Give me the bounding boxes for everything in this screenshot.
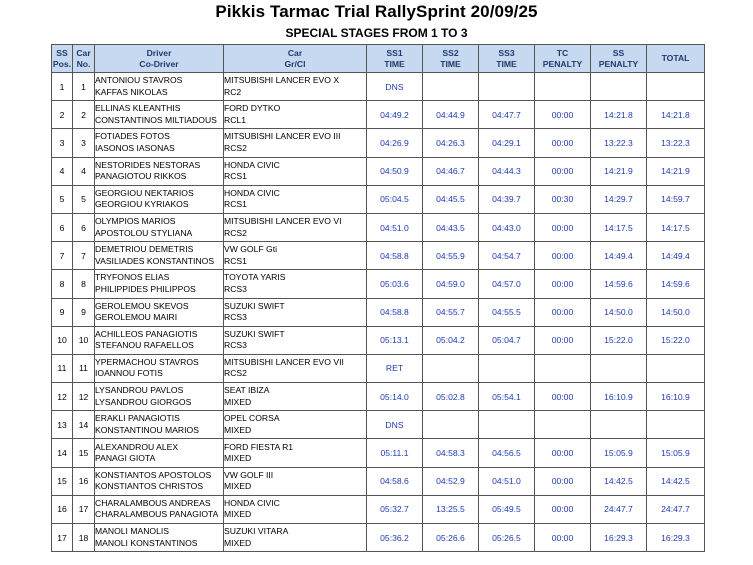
ss3-time: 05:26.5 [479,524,535,552]
car-model: TOYOTA YARIS [224,272,286,283]
tc-penalty: 00:00 [535,129,591,157]
ss1-time: 04:26.9 [367,129,423,157]
co-driver-name: STEFANOU RAFAELLOS [95,340,194,351]
ss-position: 1 [52,73,73,101]
car-cell [224,242,367,270]
total-time [647,354,705,382]
car-cell [224,157,367,185]
co-driver-name: VASILIADES KONSTANTINOS [95,255,215,266]
total-time: 14:59.6 [647,270,705,298]
car-model: MITSUBISHI LANCER EVO X [224,75,340,86]
crew-cell [95,157,224,185]
header-driver: Driver Co-Driver [95,45,224,73]
car-number: 15 [73,439,95,467]
ss3-time: 04:54.7 [479,242,535,270]
crew-cell [95,524,224,552]
co-driver-name: PANAGIOTOU RIKKOS [95,171,187,182]
car-class: RC2 [224,86,242,97]
co-driver-name: CONSTANTINOS MILTIADOUS [95,114,217,125]
car-class: MIXED [224,509,252,520]
ss1-time: 04:49.2 [367,101,423,129]
car-class: MIXED [224,453,252,464]
header-ss2: SS2 TIME [423,45,479,73]
car-model: MITSUBISHI LANCER EVO VI [224,216,342,227]
ss-position: 10 [52,326,73,354]
tc-penalty: 00:00 [535,467,591,495]
ss2-time: 13:25.5 [423,495,479,523]
car-class: RCS3 [224,340,247,351]
car-number: 7 [73,242,95,270]
car-cell [224,411,367,439]
total-time: 24:47.7 [647,495,705,523]
car-class: RCS3 [224,283,247,294]
ss3-time [479,73,535,101]
ss1-time: 05:04.5 [367,185,423,213]
car-number: 3 [73,129,95,157]
driver-name: TRYFONOS ELIAS [95,272,170,283]
tc-penalty: 00:00 [535,157,591,185]
co-driver-name: MANOLI KONSTANTINOS [95,537,198,548]
car-number: 8 [73,270,95,298]
total-time: 14:42.5 [647,467,705,495]
driver-name: FOTIADES FOTOS [95,131,170,142]
crew-cell [95,270,224,298]
car-cell [224,129,367,157]
car-number: 2 [73,101,95,129]
driver-name: NESTORIDES NESTORAS [95,159,201,170]
tc-penalty [535,411,591,439]
table-row [52,73,705,101]
ss3-time: 04:56.5 [479,439,535,467]
car-model: MITSUBISHI LANCER EVO III [224,131,341,142]
ss2-time: 05:02.8 [423,383,479,411]
car-number: 10 [73,326,95,354]
ss2-time: 04:26.3 [423,129,479,157]
page-subtitle: SPECIAL STAGES FROM 1 TO 3 [285,26,468,40]
ss-penalty: 13:22.3 [591,129,647,157]
ss3-time [479,354,535,382]
ss2-time: 04:43.5 [423,213,479,241]
ss1-time: 05:14.0 [367,383,423,411]
table-row [52,242,705,270]
ss-position: 3 [52,129,73,157]
ss2-time [423,73,479,101]
ss2-time: 04:44.9 [423,101,479,129]
driver-name: GEORGIOU NEKTARIOS [95,187,194,198]
ss-position: 5 [52,185,73,213]
car-class: RCS3 [224,312,247,323]
co-driver-name: GEROLEMOU MAIRI [95,312,178,323]
total-time: 14:49.4 [647,242,705,270]
car-class: RCL1 [224,114,246,125]
tc-penalty: 00:00 [535,495,591,523]
driver-name: ANTONIOU STAVROS [95,75,183,86]
car-model: OPEL CORSA [224,413,280,424]
total-time: 16:10.9 [647,383,705,411]
ss-position: 17 [52,524,73,552]
car-number: 6 [73,213,95,241]
co-driver-name: CHARALAMBOUS PANAGIOTA [95,509,219,520]
car-cell [224,73,367,101]
ss1-time: DNS [367,73,423,101]
ss-position: 15 [52,467,73,495]
ss1-time: 04:58.6 [367,467,423,495]
crew-cell [95,495,224,523]
tc-penalty: 00:00 [535,298,591,326]
ss-position: 6 [52,213,73,241]
ss2-time: 04:45.5 [423,185,479,213]
ss-position: 9 [52,298,73,326]
ss2-time: 04:58.3 [423,439,479,467]
ss3-time: 05:54.1 [479,383,535,411]
ss3-time: 04:51.0 [479,467,535,495]
ss1-time: DNS [367,411,423,439]
ss2-time: 04:55.9 [423,242,479,270]
car-class: MIXED [224,424,252,435]
car-class: RCS2 [224,227,247,238]
driver-name: MANOLI MANOLIS [95,526,170,537]
car-cell [224,326,367,354]
ss3-time: 04:57.0 [479,270,535,298]
ss-penalty: 14:17.5 [591,213,647,241]
ss3-time: 04:47.7 [479,101,535,129]
results-table [51,44,705,552]
car-class: RCS1 [224,199,247,210]
car-number: 5 [73,185,95,213]
tc-penalty: 00:00 [535,270,591,298]
table-row [52,495,705,523]
header-tc-penalty: TC PENALTY [535,45,591,73]
total-time: 15:22.0 [647,326,705,354]
ss1-time: 05:11.1 [367,439,423,467]
total-time: 14:59.7 [647,185,705,213]
crew-cell [95,101,224,129]
ss-penalty: 15:05.9 [591,439,647,467]
crew-cell [95,383,224,411]
crew-cell [95,129,224,157]
car-model: HONDA CIVIC [224,159,280,170]
table-row [52,298,705,326]
car-cell [224,354,367,382]
car-number: 9 [73,298,95,326]
car-cell [224,383,367,411]
driver-name: GEROLEMOU SKEVOS [95,300,189,311]
ss-penalty: 14:50.0 [591,298,647,326]
ss-penalty: 24:47.7 [591,495,647,523]
ss2-time: 04:59.0 [423,270,479,298]
car-cell [224,101,367,129]
tc-penalty: 00:00 [535,524,591,552]
ss-penalty: 14:21.9 [591,157,647,185]
tc-penalty: 00:00 [535,326,591,354]
ss3-time: 04:44.3 [479,157,535,185]
co-driver-name: IASONOS IASONAS [95,142,175,153]
table-row [52,101,705,129]
ss3-time: 05:04.7 [479,326,535,354]
car-model: VW GOLF III [224,469,274,480]
table-row [52,185,705,213]
ss3-time: 04:39.7 [479,185,535,213]
car-model: SUZUKI VITARA [224,526,289,537]
ss-position: 8 [52,270,73,298]
total-time: 15:05.9 [647,439,705,467]
ss-penalty: 14:21.8 [591,101,647,129]
ss-penalty: 14:59.6 [591,270,647,298]
ss-penalty [591,73,647,101]
ss2-time [423,411,479,439]
page-title: Pikkis Tarmac Trial RallySprint 20/09/25 [215,2,538,21]
crew-cell [95,326,224,354]
ss1-time: 05:13.1 [367,326,423,354]
total-time: 14:21.9 [647,157,705,185]
ss1-time: 05:03.6 [367,270,423,298]
header-ss3: SS3 TIME [479,45,535,73]
total-time: 13:22.3 [647,129,705,157]
car-class: MIXED [224,396,252,407]
car-class: RCS2 [224,142,247,153]
co-driver-name: KAFFAS NIKOLAS [95,86,168,97]
ss3-time [479,411,535,439]
car-class: MIXED [224,481,252,492]
car-class: MIXED [224,537,252,548]
ss-position: 4 [52,157,73,185]
car-model: FORD FIESTA R1 [224,441,294,452]
car-number: 16 [73,467,95,495]
table-row [52,213,705,241]
driver-name: KONSTIANTOS APOSTOLOS [95,469,212,480]
table-row [52,467,705,495]
total-time: 14:17.5 [647,213,705,241]
car-cell [224,298,367,326]
driver-name: ALEXANDROU ALEX [95,441,179,452]
ss-position: 14 [52,439,73,467]
table-row [52,411,705,439]
ss-penalty: 14:29.7 [591,185,647,213]
crew-cell [95,467,224,495]
ss-position: 12 [52,383,73,411]
co-driver-name: KONSTIANTOS CHRISTOS [95,481,204,492]
ss1-time: 04:58.8 [367,242,423,270]
ss3-time: 04:43.0 [479,213,535,241]
car-cell [224,213,367,241]
tc-penalty: 00:00 [535,439,591,467]
table-row [52,326,705,354]
table-row [52,157,705,185]
car-number: 11 [73,354,95,382]
ss2-time: 05:04.2 [423,326,479,354]
driver-name: ERAKLI PANAGIOTIS [95,413,180,424]
car-class: RCS1 [224,255,247,266]
table-row [52,439,705,467]
car-class: RCS2 [224,368,247,379]
header-pos: SS Pos. [52,45,73,73]
driver-name: CHARALAMBOUS ANDREAS [95,497,211,508]
total-time: 16:29.3 [647,524,705,552]
header-car: Car Gr/Cl [224,45,367,73]
ss2-time: 04:52.9 [423,467,479,495]
co-driver-name: KONSTANTINOU MARIOS [95,424,199,435]
ss-penalty: 14:42.5 [591,467,647,495]
crew-cell [95,298,224,326]
car-number: 1 [73,73,95,101]
ss-position: 11 [52,354,73,382]
total-time: 14:50.0 [647,298,705,326]
tc-penalty: 00:00 [535,242,591,270]
car-model: HONDA CIVIC [224,187,280,198]
car-model: MITSUBISHI LANCER EVO VII [224,356,344,367]
car-cell [224,467,367,495]
header-ss-penalty: SS PENALTY [591,45,647,73]
ss3-time: 05:49.5 [479,495,535,523]
ss-position: 2 [52,101,73,129]
crew-cell [95,411,224,439]
crew-cell [95,242,224,270]
header-row [52,45,705,73]
tc-penalty: 00:30 [535,185,591,213]
car-cell [224,439,367,467]
ss3-time: 04:29.1 [479,129,535,157]
car-number: 18 [73,524,95,552]
car-number: 14 [73,411,95,439]
ss-penalty: 16:29.3 [591,524,647,552]
ss1-time: RET [367,354,423,382]
co-driver-name: PANAGI GIOTA [95,453,156,464]
ss-penalty: 16:10.9 [591,383,647,411]
ss-position: 7 [52,242,73,270]
driver-name: ELLINAS KLEANTHIS [95,103,181,114]
ss-position: 16 [52,495,73,523]
ss-penalty [591,411,647,439]
ss-position: 13 [52,411,73,439]
car-number: 4 [73,157,95,185]
ss1-time: 04:51.0 [367,213,423,241]
ss1-time: 04:50.9 [367,157,423,185]
car-cell [224,495,367,523]
car-model: SUZUKI SWIFT [224,328,285,339]
driver-name: ACHILLEOS PANAGIOTIS [95,328,198,339]
driver-name: OLYMPIOS MARIOS [95,216,176,227]
co-driver-name: PHILIPPIDES PHILIPPOS [95,283,196,294]
table-row [52,354,705,382]
crew-cell [95,185,224,213]
tc-penalty [535,354,591,382]
tc-penalty [535,73,591,101]
total-time [647,73,705,101]
co-driver-name: GEORGIOU KYRIAKOS [95,199,189,210]
tc-penalty: 00:00 [535,383,591,411]
results-body [52,73,705,552]
total-time [647,411,705,439]
tc-penalty: 00:00 [535,101,591,129]
total-time: 14:21.8 [647,101,705,129]
ss2-time [423,354,479,382]
ss1-time: 05:32.7 [367,495,423,523]
table-row [52,270,705,298]
car-number: 12 [73,383,95,411]
crew-cell [95,213,224,241]
ss3-time: 04:55.5 [479,298,535,326]
table-row [52,383,705,411]
car-model: SEAT IBIZA [224,385,270,396]
car-model: VW GOLF Gti [224,244,277,255]
driver-name: YPERMACHOU STAVROS [95,356,199,367]
header-ss1: SS1 TIME [367,45,423,73]
car-cell [224,185,367,213]
table-row [52,129,705,157]
ss2-time: 05:26.6 [423,524,479,552]
ss-penalty: 14:49.4 [591,242,647,270]
header-total: TOTAL [647,45,705,73]
car-cell [224,270,367,298]
driver-name: LYSANDROU PAVLOS [95,385,184,396]
car-model: SUZUKI SWIFT [224,300,285,311]
car-number: 17 [73,495,95,523]
ss2-time: 04:55.7 [423,298,479,326]
ss-penalty: 15:22.0 [591,326,647,354]
car-class: RCS1 [224,171,247,182]
ss1-time: 04:58.8 [367,298,423,326]
co-driver-name: LYSANDROU GIORGOS [95,396,192,407]
co-driver-name: APOSTOLOU STYLIANA [95,227,193,238]
car-model: FORD DYTKO [224,103,281,114]
table-row [52,524,705,552]
header-car-no: Car No. [73,45,95,73]
car-cell [224,524,367,552]
crew-cell [95,73,224,101]
co-driver-name: IOANNOU FOTIS [95,368,163,379]
car-model: HONDA CIVIC [224,497,280,508]
tc-penalty: 00:00 [535,213,591,241]
ss-penalty [591,354,647,382]
ss2-time: 04:46.7 [423,157,479,185]
ss1-time: 05:36.2 [367,524,423,552]
driver-name: DEMETRIOU DEMETRIS [95,244,194,255]
crew-cell [95,354,224,382]
crew-cell [95,439,224,467]
